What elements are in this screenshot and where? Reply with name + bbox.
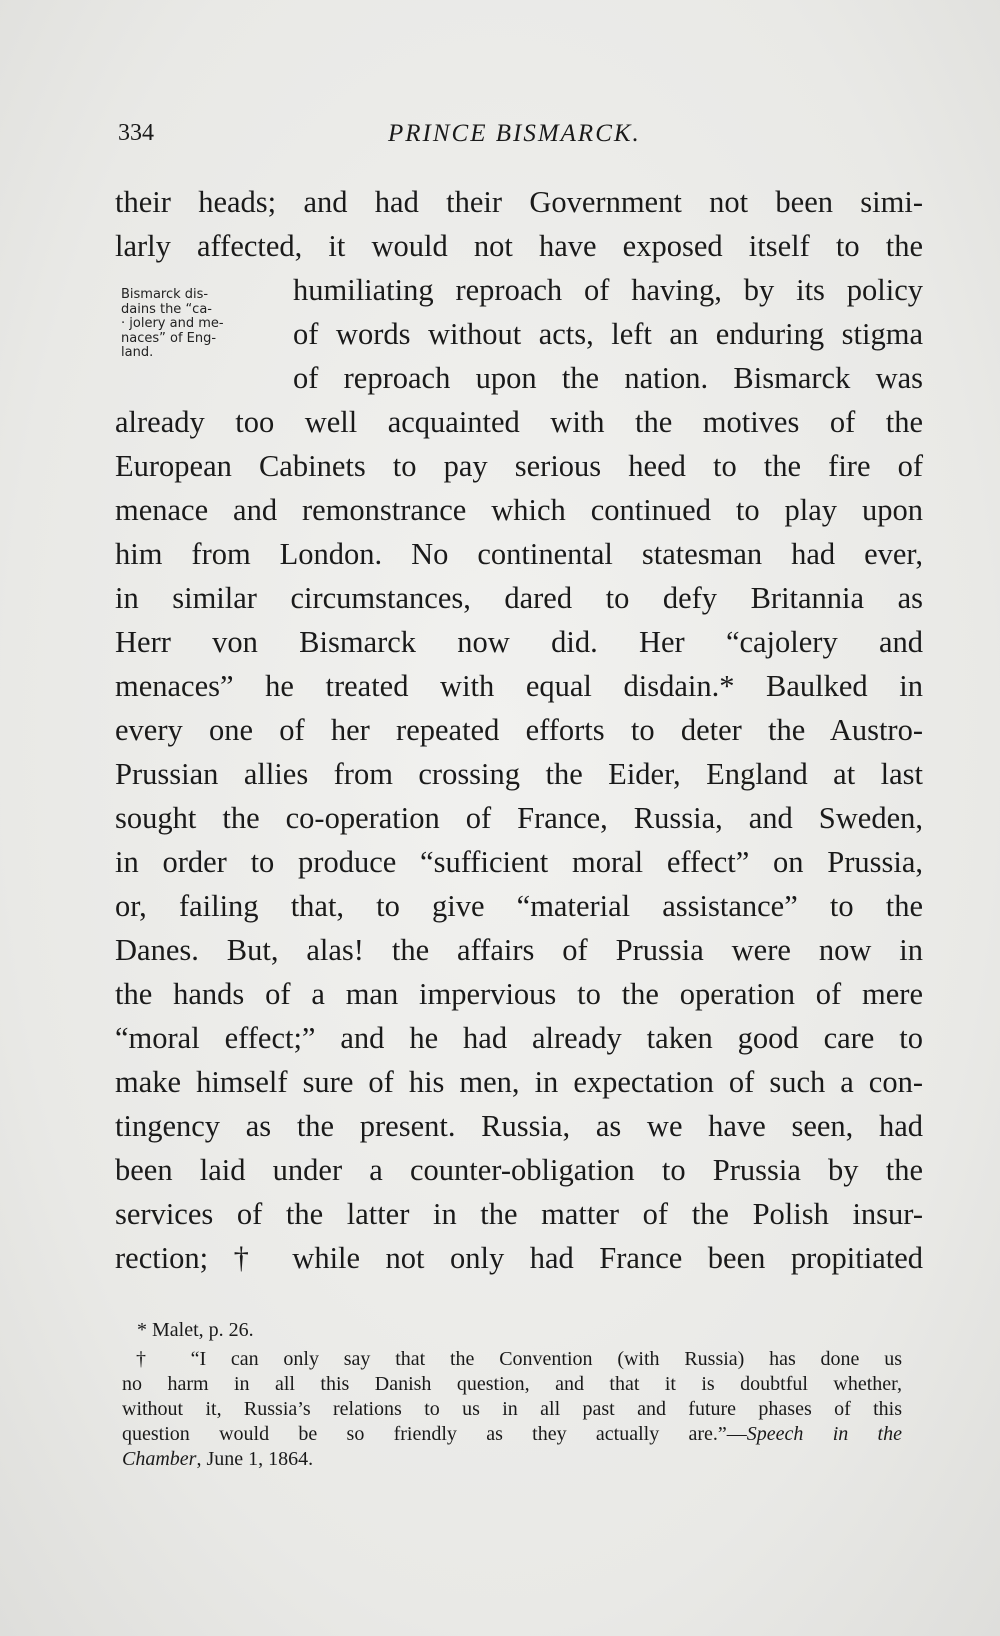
text-line: menaces” he treated with equal disdain.* Baulked in bbox=[115, 669, 923, 703]
footnote-line: without it, Russia’s relations to us in all past and future phases of this bbox=[122, 1398, 902, 1420]
footnotes bbox=[122, 1318, 902, 1472]
margin-note-line: Bismarck dis- bbox=[121, 287, 209, 302]
footnote-source-chamber: Chamber bbox=[122, 1448, 197, 1470]
text-line: tingency as the present. Russia, as we have seen, had bbox=[115, 1109, 923, 1143]
footnote-date: , June 1, 1864. bbox=[196, 1448, 314, 1470]
text-line: menace and remonstrance which continued to play upon bbox=[115, 493, 923, 527]
margin-note-line: dains the “ca- bbox=[121, 301, 212, 317]
footnote-line bbox=[122, 1447, 902, 1472]
text-line: of reproach upon the nation. Bismarck was bbox=[293, 361, 923, 395]
text-line: of words without acts, left an enduring stigma bbox=[293, 317, 923, 351]
text-line: services of the latter in the matter of the Polish insur- bbox=[115, 1197, 923, 1231]
text-line: “moral effect;” and he had already taken good care to bbox=[115, 1021, 923, 1055]
text-line: larly affected, it would not have exposed itself to the bbox=[115, 229, 923, 263]
text-line: rection; † while not only had France been propitiated bbox=[115, 1241, 923, 1275]
text-line: European Cabinets to pay serious heed to the fire of bbox=[115, 449, 923, 483]
footnote-dagger bbox=[122, 1347, 902, 1472]
text-line: every one of her repeated efforts to deter the Austro- bbox=[115, 713, 923, 747]
text-line: in order to produce “sufficient moral effect” on Prussia, bbox=[115, 845, 923, 879]
footnote-star: * Malet, p. 26. bbox=[137, 1319, 254, 1341]
text-line: been laid under a counter-obligation to Prussia by the bbox=[115, 1153, 923, 1187]
margin-note-line: · jolery and me- bbox=[121, 316, 224, 331]
text-line: Danes. But, alas! the affairs of Prussia were now in bbox=[115, 933, 923, 967]
text-line: Herr von Bismarck now did. Her “cajolery and bbox=[115, 625, 923, 659]
text-line: already too well acquainted with the motives of the bbox=[115, 405, 923, 439]
page-number: 334 bbox=[118, 120, 154, 146]
footnote-line-text: question would be so friendly as they actually are.”— bbox=[122, 1423, 747, 1445]
footnote-line: † “I can only say that the Convention (with Russia) has done us bbox=[136, 1348, 902, 1370]
text-line: make himself sure of his men, in expectation of such a con- bbox=[115, 1065, 923, 1099]
body-text bbox=[115, 180, 923, 1280]
text-line: Prussian allies from crossing the Eider, England at last bbox=[115, 757, 923, 791]
text-line: humiliating reproach of having, by its policy bbox=[293, 273, 923, 307]
running-title: PRINCE BISMARCK. bbox=[388, 120, 641, 147]
margin-note-line: naces” of Eng- bbox=[121, 330, 217, 346]
running-head bbox=[118, 120, 918, 154]
text-line: or, failing that, to give “material assistance” to the bbox=[115, 889, 923, 923]
text-line: in similar circumstances, dared to defy Britannia as bbox=[115, 581, 923, 615]
margin-note-line: land. bbox=[121, 345, 154, 360]
text-line: him from London. No continental statesman had ever, bbox=[115, 537, 923, 571]
text-line: the hands of a man impervious to the operation of mere bbox=[115, 977, 923, 1011]
footnote-source: Speech in the bbox=[746, 1423, 902, 1445]
footnote-line: no harm in all this Danish question, and that it is doubtful whether, bbox=[122, 1373, 902, 1395]
text-line: their heads; and had their Government not been simi- bbox=[115, 185, 923, 219]
text-line: sought the co-operation of France, Russia, and Sweden, bbox=[115, 801, 923, 835]
footnote-line bbox=[122, 1422, 902, 1447]
